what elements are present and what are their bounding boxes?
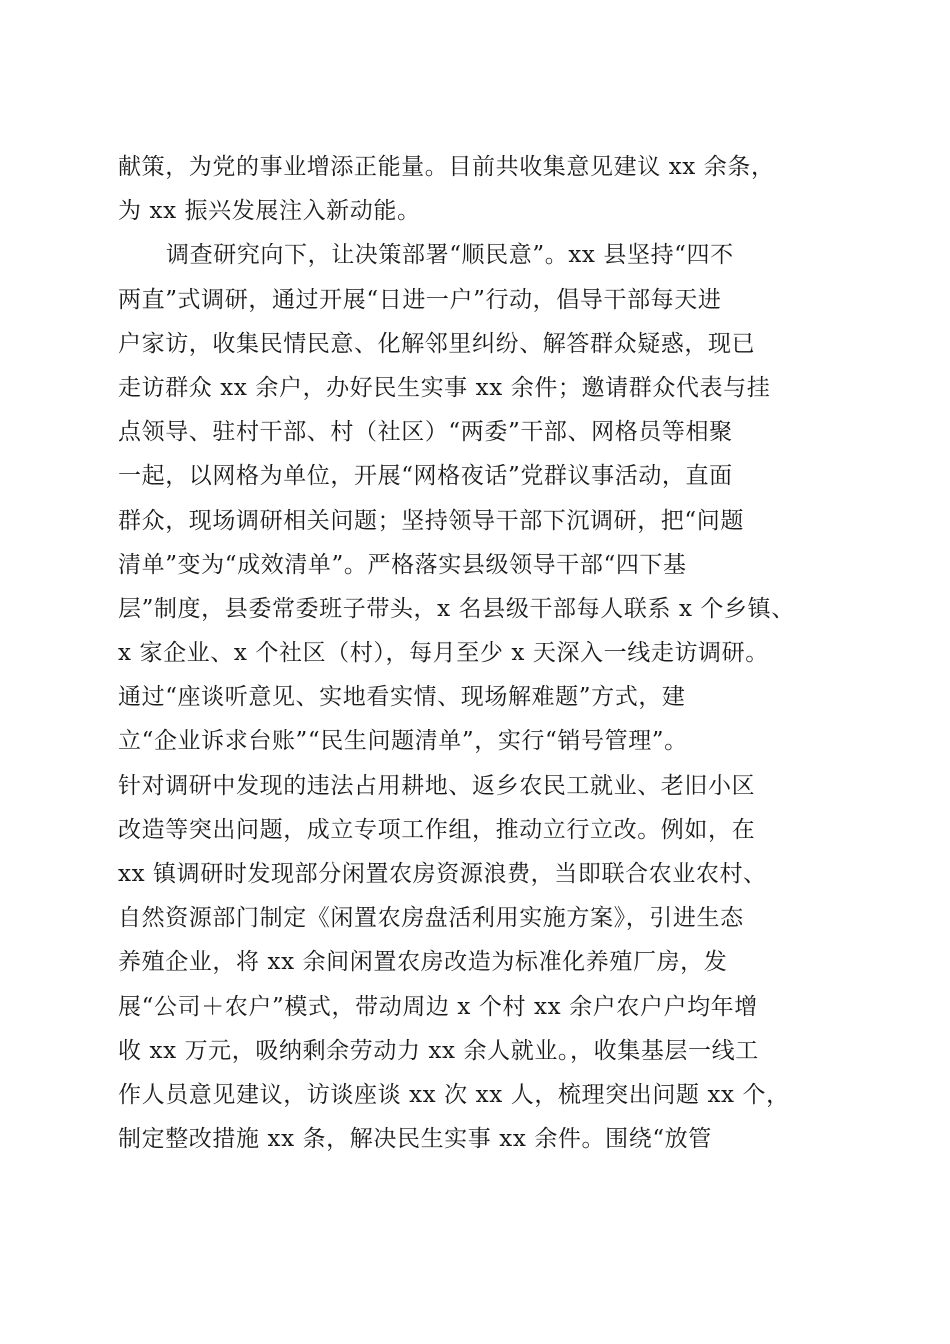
text-line: 针对调研中发现的违法占用耕地、返乡农民工就业、老旧小区 — [118, 772, 756, 799]
text-line: 通过“座谈听意见、实地看实情、现场解难题”方式，建 — [118, 684, 686, 711]
text-line: 走访群众 xx 余户，办好民生实事 xx 余件；邀请群众代表与挂 — [118, 374, 771, 401]
text-line: 献策，为党的事业增添正能量。目前共收集意见建议 xx 余条， — [118, 154, 775, 180]
text-line: x 家企业、x 个社区（村），每月至少 x 天深入一线走访调研。 — [118, 640, 769, 667]
text-line: 立“企业诉求台账”“民生问题清单”，实行“销号管理”。 — [118, 728, 688, 755]
text-line: 改造等突出问题，成立专项工作组，推动立行立改。例如，在 — [118, 816, 756, 843]
text-line: 收 xx 万元，吸纳剩余劳动力 xx 余人就业。，收集基层一线工 — [118, 1037, 759, 1064]
paragraph-start-line: 调查研究向下，让决策部署“顺民意”。xx 县坚持“四不 — [166, 242, 734, 269]
text-line: 清单”变为“成效清单”。严格落实县级领导干部“四下基 — [118, 551, 687, 578]
text-line: 为 xx 振兴发展注入新动能。 — [118, 198, 421, 225]
text-line: 层”制度，县委常委班子带头，x 名县级干部每人联系 x 个乡镇、 — [118, 595, 795, 622]
text-line: 群众，现场调研相关问题；坚持领导干部下沉调研，把“问题 — [118, 507, 744, 534]
text-line: 制定整改措施 xx 条，解决民生实事 xx 余件。围绕“放管 — [118, 1126, 712, 1153]
text-line: 两直”式调研，通过开展“日进一户”行动，倡导干部每天进 — [118, 286, 722, 313]
text-line: 养殖企业，将 xx 余间闲置农房改造为标准化养殖厂房，发 — [118, 949, 728, 976]
text-line: 展“公司＋农户”模式，带动周边 x 个村 xx 余户农户户均年增 — [118, 993, 758, 1020]
text-line: 作人员意见建议，访谈座谈 xx 次 xx 人，梳理突出问题 xx 个， — [118, 1081, 790, 1108]
text-line: 自然资源部门制定《闲置农房盘活利用实施方案》，引进生态 — [118, 905, 744, 932]
text-line: xx 镇调研时发现部分闲置农房资源浪费，当即联合农业农村、 — [118, 861, 767, 887]
body-text — [118, 145, 838, 1161]
text-line: 点领导、驻村干部、村（社区）“两委”干部、网格员等相聚 — [118, 419, 733, 446]
text-line: 一起，以网格为单位，开展“网格夜话”党群议事活动，直面 — [118, 463, 733, 490]
text-line: 户家访，收集民情民意、化解邻里纠纷、解答群众疑惑，现已 — [118, 330, 756, 357]
